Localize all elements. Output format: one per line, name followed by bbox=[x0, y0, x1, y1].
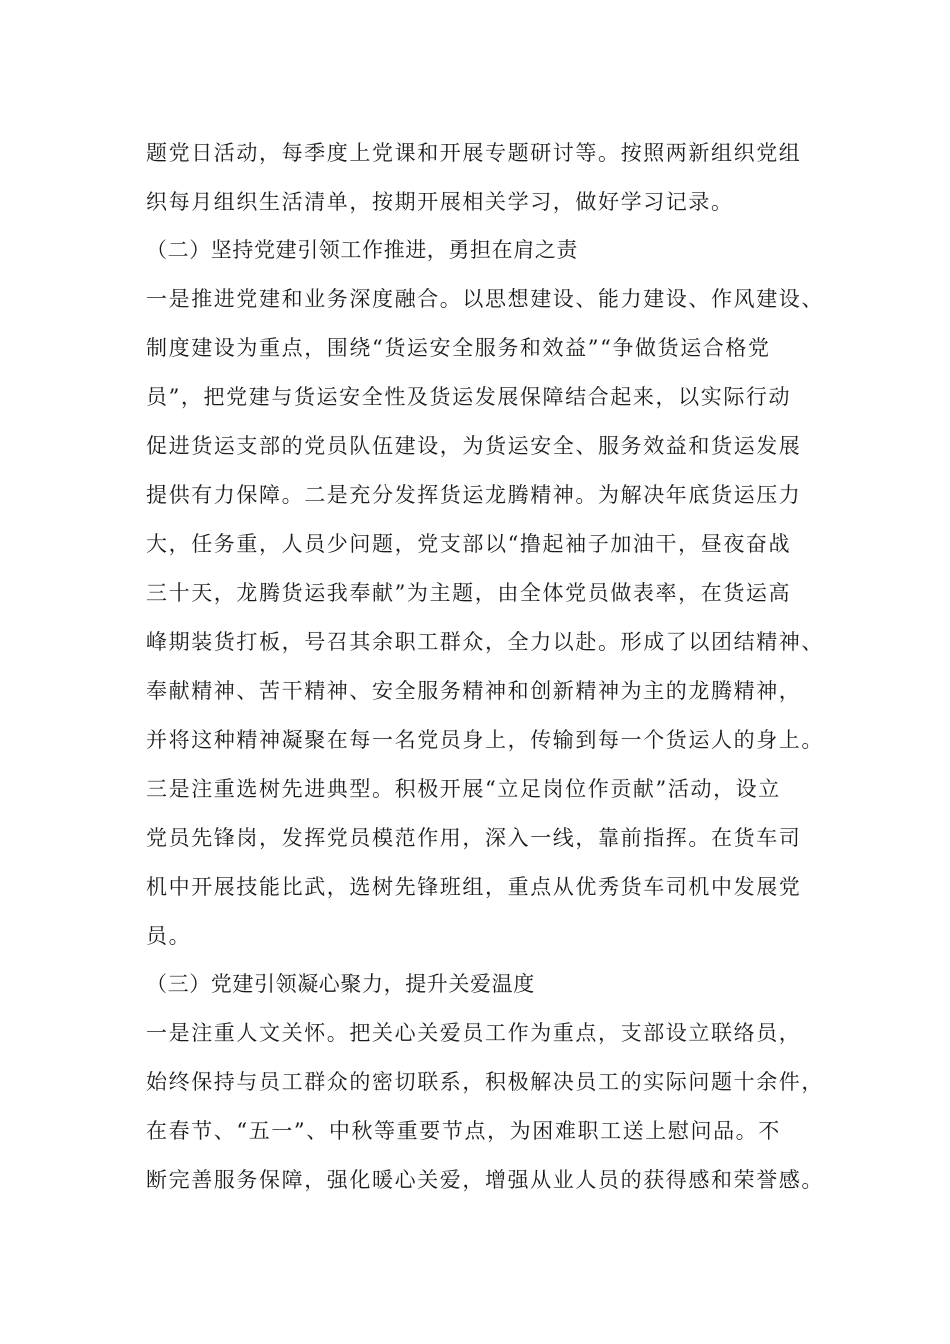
body-text-line: 机中开展技能比武，选树先锋班组，重点从优秀货车司机中发展党 bbox=[146, 875, 802, 899]
body-text-line: 奉献精神、苦干精神、安全服务精神和创新精神为主的龙腾精神， bbox=[146, 679, 802, 703]
section-heading: （二）坚持党建引领工作推进，勇担在肩之责 bbox=[146, 238, 578, 262]
body-text-line: 一是注重人文关怀。把关心关爱员工作为重点，支部设立联络员， bbox=[146, 1021, 802, 1045]
body-text-line: 制度建设为重点，围绕“货运安全服务和效益”“争做货运合格党 bbox=[146, 336, 771, 360]
body-text-line: 党员先锋岗，发挥党员模范作用，深入一线，靠前指挥。在货车司 bbox=[146, 826, 802, 850]
body-text-line: 峰期装货打板，号召其余职工群众，全力以赴。形成了以团结精神、 bbox=[146, 630, 824, 654]
body-text-line: 提供有力保障。二是充分发挥货运龙腾精神。为解决年底货运压力 bbox=[146, 483, 802, 507]
body-text-line: 一是推进党建和业务深度融合。以思想建设、能力建设、作风建设、 bbox=[146, 287, 824, 311]
body-text-line: 三十天，龙腾货运我奉献”为主题，由全体党员做表率，在货运高 bbox=[146, 581, 792, 605]
body-text-line: 并将这种精神凝聚在每一名党员身上，传输到每一个货运人的身上。 bbox=[146, 728, 824, 752]
body-text-line: 员。 bbox=[146, 924, 192, 948]
body-text-line: 始终保持与员工群众的密切联系，积极解决员工的实际问题十余件， bbox=[146, 1070, 824, 1094]
body-text-line: 大，任务重，人员少问题，党支部以“撸起袖子加油干，昼夜奋战 bbox=[146, 532, 792, 556]
body-text-line: 促进货运支部的党员队伍建设，为货运安全、服务效益和货运发展 bbox=[146, 434, 802, 458]
body-text-line: 三是注重选树先进典型。积极开展“立足岗位作贡献”活动，设立 bbox=[146, 777, 781, 801]
body-text-line: 题党日活动，每季度上党课和开展专题研讨等。按照两新组织党组 bbox=[146, 141, 802, 165]
body-text-line: 断完善服务保障，强化暖心关爱，增强从业人员的获得感和荣誉感。 bbox=[146, 1168, 824, 1192]
section-heading: （三）党建引领凝心聚力，提升关爱温度 bbox=[146, 972, 535, 996]
body-text-line: 织每月组织生活清单，按期开展相关学习，做好学习记录。 bbox=[146, 190, 734, 214]
body-text-line: 在春节、“五一”、中秋等重要节点，为困难职工送上慰问品。不 bbox=[146, 1119, 781, 1143]
body-text-line: 员”，把党建与货运安全性及货运发展保障结合起来，以实际行动 bbox=[146, 385, 792, 409]
